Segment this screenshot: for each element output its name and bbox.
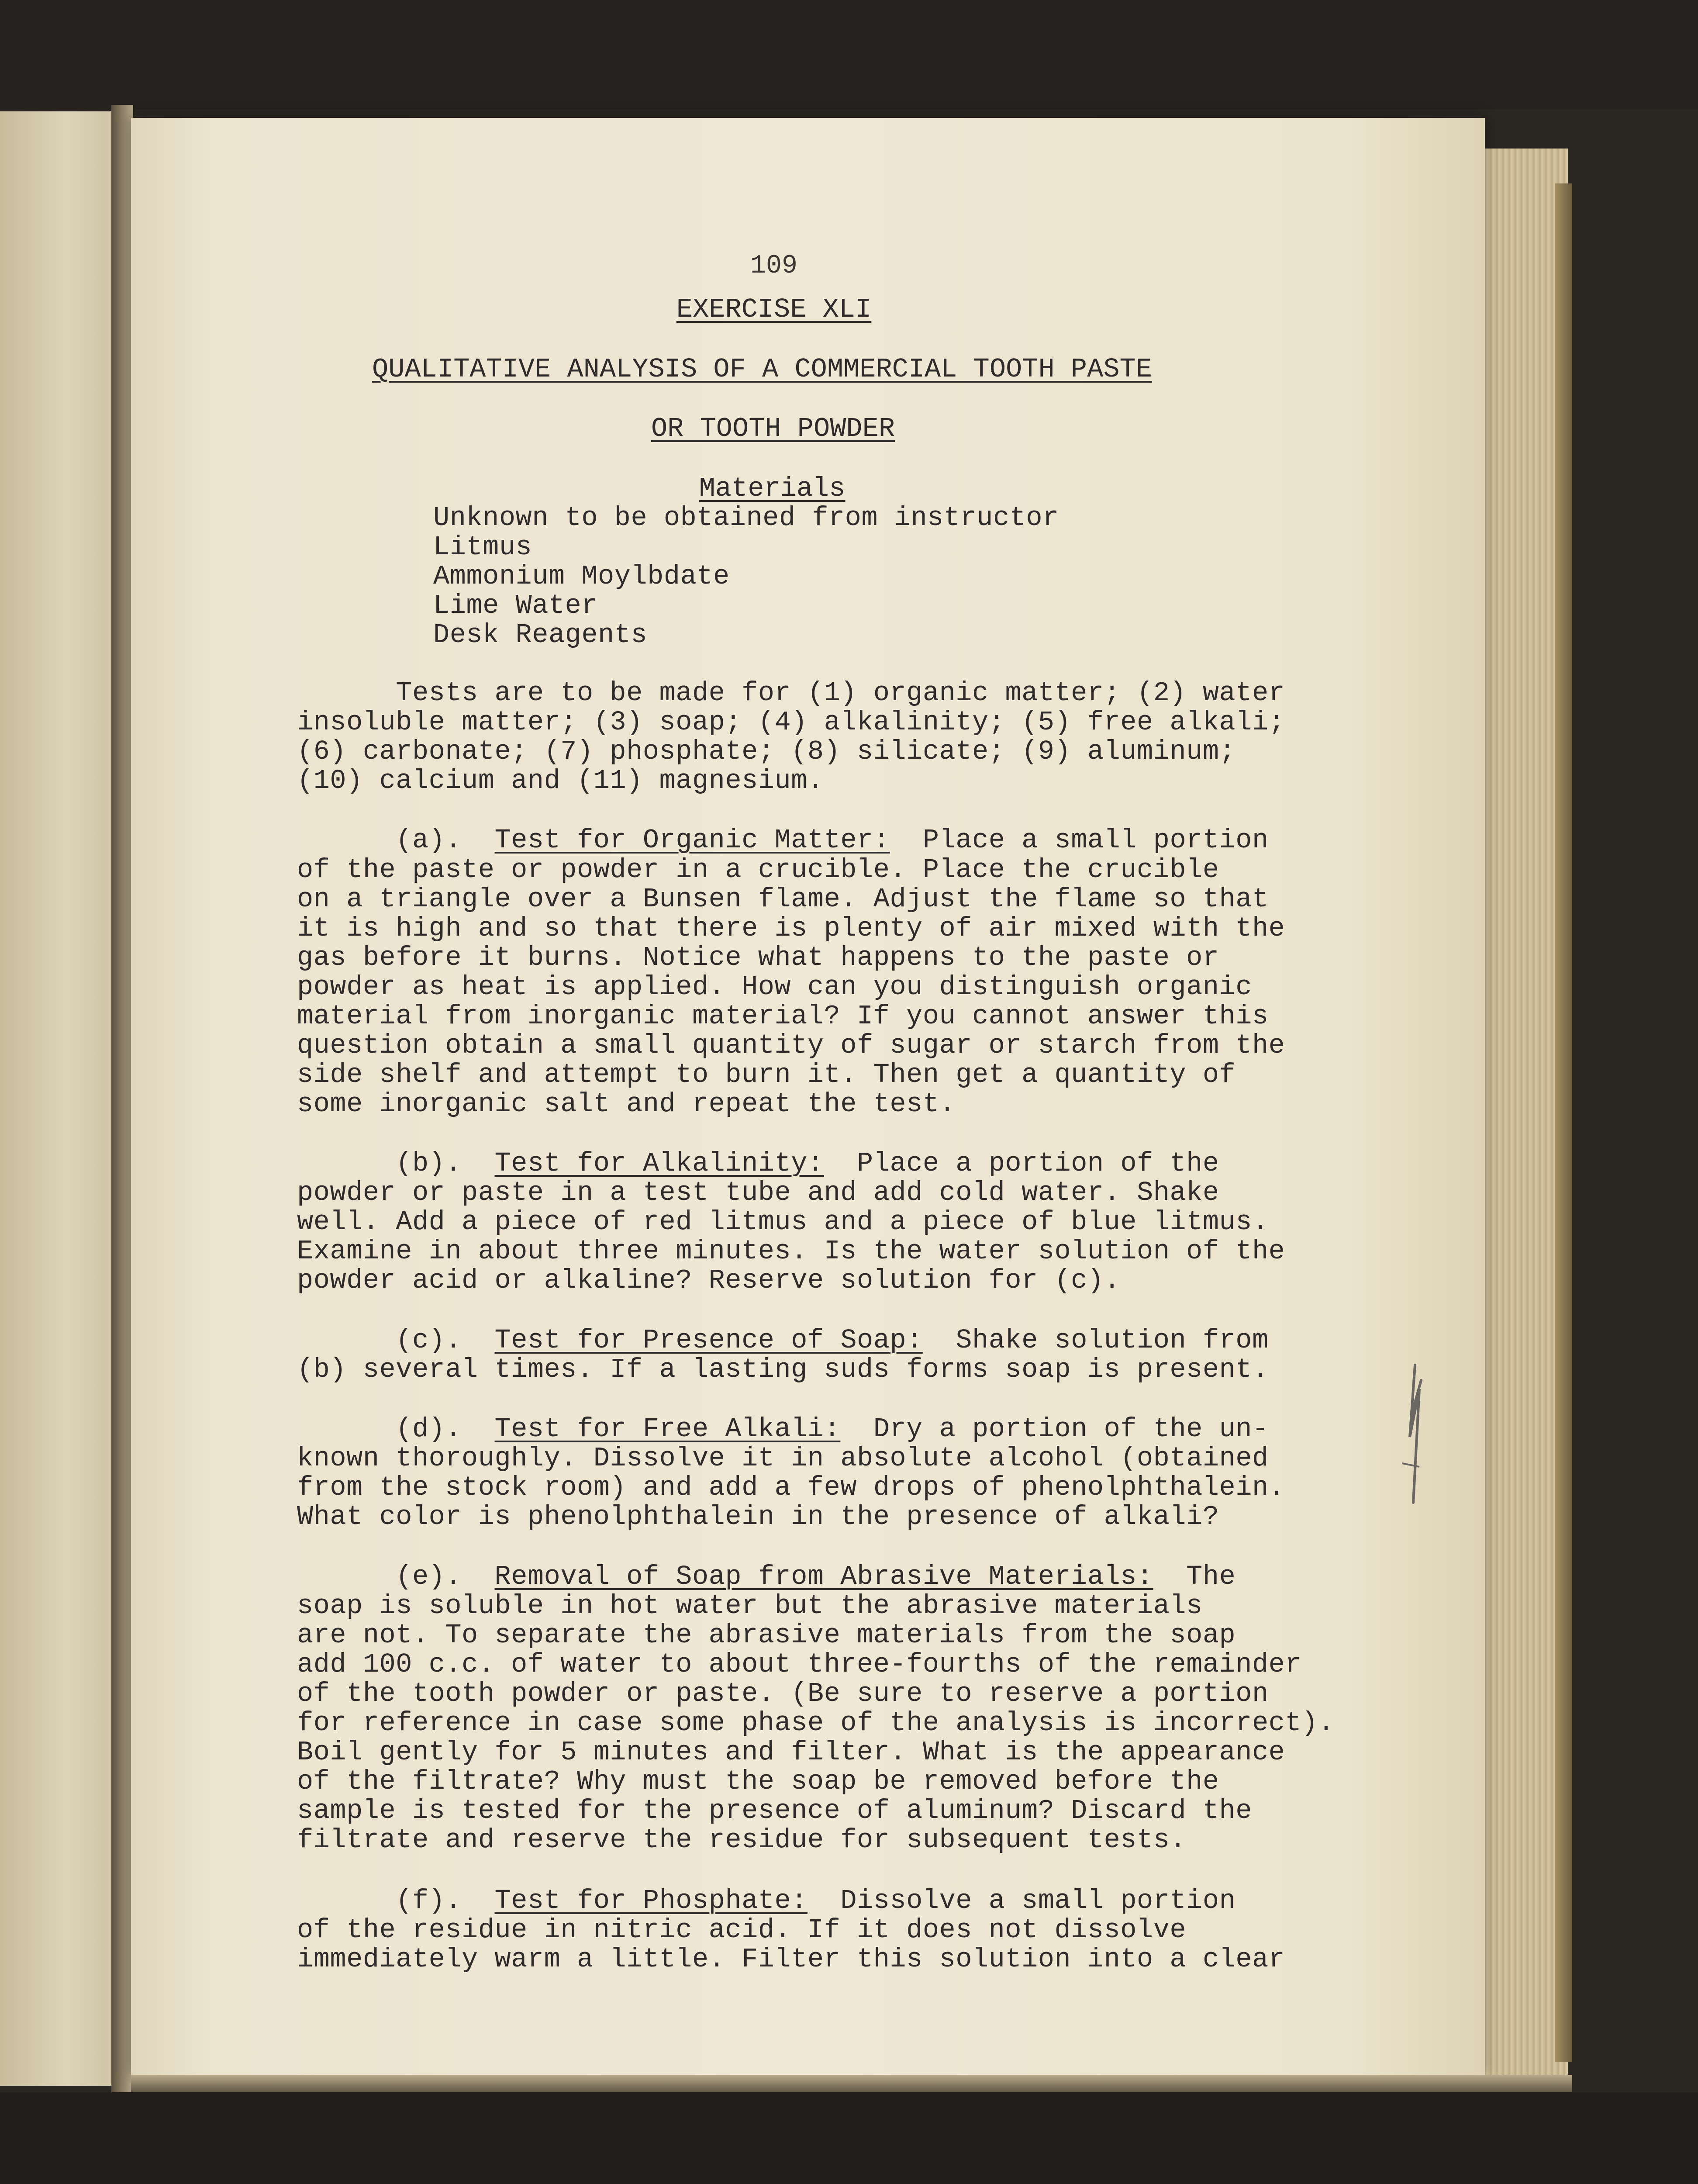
section-first-line: [297, 826, 1269, 855]
paragraph-line: of the filtrate? Why must the soap be removed before the: [297, 1766, 1219, 1797]
paragraph-line: insoluble matter; (3) soap; (4) alkalinity; (5) free alkali;: [297, 707, 1285, 738]
paragraph-line: Tests are to be made for (1) organic matter; (2) water: [297, 677, 1285, 708]
section-heading: Test for Alkalinity:: [494, 1148, 824, 1179]
material-item: Lime Water: [433, 590, 598, 621]
material-item: Ammonium Moylbdate: [433, 561, 730, 592]
paragraph-line: (6) carbonate; (7) phosphate; (8) silicate; (9) aluminum;: [297, 736, 1236, 767]
page-edges-shadow: [1555, 183, 1572, 2062]
material-item: Desk Reagents: [433, 619, 648, 650]
pencil-margin-mark: [1402, 1363, 1428, 1507]
paragraph-line: question obtain a small quantity of sugar or starch from the: [297, 1030, 1285, 1061]
material-item: Unknown to be obtained from instructor: [433, 502, 1059, 533]
paragraph-line: material from inorganic material? If you cannot answer this: [297, 1001, 1269, 1032]
material-item: Litmus: [433, 532, 532, 563]
section-first-line: [297, 1886, 1236, 1916]
paragraph-line: well. Add a piece of red litmus and a piece of blue litmus.: [297, 1206, 1269, 1237]
section-label: (b).: [396, 1148, 462, 1179]
background-top: [0, 0, 1698, 109]
paragraph-line: What color is phenolphthalein in the presence of alkali?: [297, 1501, 1219, 1532]
section-first-line: [297, 1414, 1269, 1444]
section-first-line: [297, 1326, 1269, 1355]
section-heading: Test for Free Alkali:: [494, 1413, 841, 1444]
section-heading: Removal of Soap from Abrasive Materials:: [494, 1561, 1153, 1592]
section-first-text: Dry a portion of the un-: [873, 1413, 1269, 1444]
section-first-text: Place a portion of the: [857, 1148, 1219, 1179]
paragraph-line: are not. To separate the abrasive materials from the soap: [297, 1620, 1236, 1651]
section-label: (c).: [396, 1325, 462, 1356]
paragraph-line: of the residue in nitric acid. If it does not dissolve: [297, 1914, 1187, 1946]
paragraph-line: immediately warm a little. Filter this solution into a clear: [297, 1944, 1285, 1975]
left-facing-page: [0, 111, 114, 2086]
paragraph-line: from the stock room) and add a few drops of phenolphthalein.: [297, 1472, 1285, 1503]
section-first-line: [297, 1562, 1236, 1592]
section-first-line: [297, 1149, 1219, 1178]
paragraph-line: powder as heat is applied. How can you distinguish organic: [297, 971, 1252, 1002]
paragraph-line: powder or paste in a test tube and add cold water. Shake: [297, 1177, 1219, 1208]
section-label: (d).: [396, 1413, 462, 1444]
paragraph-line: on a triangle over a Bunsen flame. Adjust the flame so that: [297, 884, 1269, 915]
section-label: (e).: [396, 1561, 462, 1592]
paragraph-line: Boil gently for 5 minutes and filter. What is the appearance: [297, 1737, 1285, 1768]
book-gutter: [111, 105, 133, 2097]
paragraph-line: powder acid or alkaline? Reserve solution for (c).: [297, 1265, 1121, 1296]
paragraph-line: known thoroughly. Dissolve it in absolute alcohol (obtained: [297, 1443, 1269, 1474]
page-number: 109: [750, 251, 798, 281]
paragraph-line: it is high and so that there is plenty of air mixed with the: [297, 913, 1285, 944]
paragraph-line: sample is tested for the presence of aluminum? Discard the: [297, 1795, 1252, 1826]
section-first-text: Place a small portion: [922, 825, 1269, 856]
paragraph-line: for reference in case some phase of the analysis is incorrect).: [297, 1707, 1335, 1738]
paragraph-line: (10) calcium and (11) magnesium.: [297, 765, 824, 796]
title-line-1: QUALITATIVE ANALYSIS OF A COMMERCIAL TOOTH PASTE: [372, 354, 1152, 385]
section-first-text: Dissolve a small portion: [840, 1885, 1236, 1916]
paragraph-line: Examine in about three minutes. Is the water solution of the: [297, 1236, 1285, 1267]
paragraph-line: of the tooth powder or paste. (Be sure to reserve a portion: [297, 1678, 1269, 1709]
exercise-heading: EXERCISE XLI: [676, 294, 872, 325]
paragraph-line: add 100 c.c. of water to about three-fourths of the remainder: [297, 1649, 1302, 1680]
paragraph-line: side shelf and attempt to burn it. Then get a quantity of: [297, 1059, 1236, 1090]
section-label: (f).: [396, 1885, 462, 1916]
title-line-2: OR TOOTH POWDER: [651, 413, 895, 444]
section-label: (a).: [396, 825, 462, 856]
paragraph-line: filtrate and reserve the residue for subsequent tests.: [297, 1825, 1187, 1856]
section-heading: Test for Phosphate:: [494, 1885, 808, 1916]
materials-heading: Materials: [699, 473, 846, 504]
section-heading: Test for Presence of Soap:: [494, 1325, 923, 1356]
paragraph-line: of the paste or powder in a crucible. Place the crucible: [297, 854, 1219, 885]
section-first-text: Shake solution from: [956, 1325, 1269, 1356]
section-first-text: The: [1186, 1561, 1236, 1592]
background-bottom: [0, 2092, 1698, 2184]
paragraph-line: soap is soluble in hot water but the abrasive materials: [297, 1590, 1203, 1621]
paragraph-line: gas before it burns. Notice what happens to the paste or: [297, 942, 1219, 973]
section-heading: Test for Organic Matter:: [494, 825, 890, 856]
paragraph-line: some inorganic salt and repeat the test.: [297, 1089, 956, 1120]
paragraph-line: (b) several times. If a lasting suds forms soap is present.: [297, 1354, 1269, 1385]
